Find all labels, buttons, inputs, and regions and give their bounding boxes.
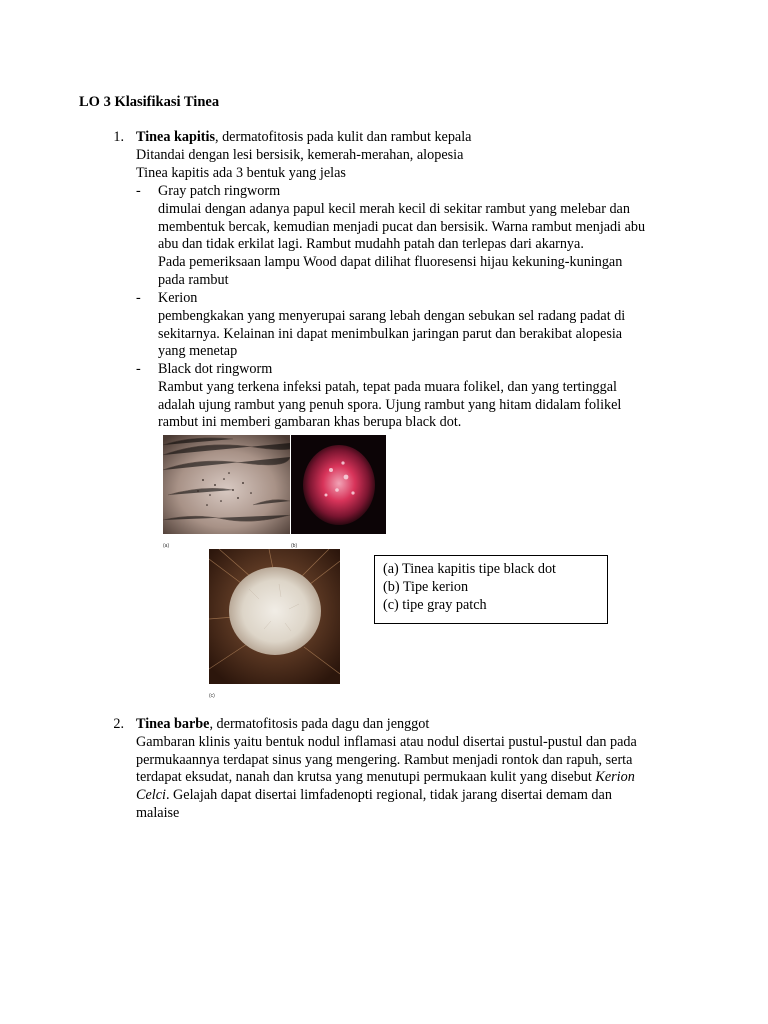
photo-black-dot-scalp bbox=[163, 435, 290, 534]
section1-line: Tinea kapitis ada 3 bentuk yang jelas bbox=[136, 164, 346, 181]
item-line: sekitarnya. Kelainan ini dapat menimbulkan jaringan parut dan berakibat alopesia bbox=[158, 325, 623, 342]
bullet-dash: - bbox=[136, 183, 141, 199]
bullet-dash: - bbox=[136, 361, 141, 377]
figure-label-c: (c) bbox=[209, 693, 215, 699]
term-celci: Celci bbox=[136, 787, 166, 804]
item-line: Pada pemeriksaan lampu Wood dapat dilihat fluoresensi hijau kekuning-kuningan bbox=[158, 254, 623, 271]
section1-title bbox=[136, 129, 471, 147]
item-line: pada rambut bbox=[158, 271, 229, 288]
section2-line: permukaannya terdapat sinus yang mengering. Rambut menjadi rontok dan rapuh, serta bbox=[136, 751, 633, 768]
item-title: Black dot ringworm bbox=[158, 361, 273, 377]
page-heading: LO 3 Klasifikasi Tinea bbox=[79, 94, 220, 110]
item-title: Gray patch ringworm bbox=[158, 183, 281, 199]
item-line: dimulai dengan adanya papul kecil merah kecil di sekitar rambut yang melebar dan bbox=[158, 200, 630, 217]
term-tinea-barbe: Tinea barbe bbox=[136, 716, 210, 732]
section1-title-rest: , dermatofitosis pada kulit dan rambut kepala bbox=[214, 129, 472, 145]
item-gray-patch bbox=[158, 183, 645, 290]
figure-caption-box bbox=[374, 555, 608, 624]
list-number-2: 2. bbox=[113, 716, 124, 732]
list-number-1: 1. bbox=[113, 129, 124, 145]
section2-title-rest: , dermatofitosis pada dagu dan jenggot bbox=[209, 716, 430, 732]
figure-label-b: (b) bbox=[291, 543, 298, 549]
caption-line: (c) tipe gray patch bbox=[383, 596, 487, 613]
section-tinea-kapitis bbox=[136, 129, 471, 182]
item-line: rambut ini memberi gambaran khas berupa black dot. bbox=[158, 414, 462, 431]
section2-title bbox=[136, 716, 637, 734]
term-tinea-kapitis: Tinea kapitis bbox=[136, 129, 215, 145]
item-black-dot bbox=[158, 361, 621, 432]
caption-line: (b) Tipe kerion bbox=[383, 578, 469, 595]
item-line: yang menetap bbox=[158, 343, 238, 360]
section2-line4-text: . Gelajah dapat disertai limfadenopti regional, tidak jarang disertai demam dan bbox=[165, 787, 612, 804]
item-title: Kerion bbox=[158, 290, 198, 306]
photo-gray-patch bbox=[209, 549, 340, 684]
term-kerion: Kerion bbox=[595, 769, 635, 786]
item-kerion bbox=[158, 290, 625, 361]
caption-line: (a) Tinea kapitis tipe black dot bbox=[383, 561, 556, 577]
item-line: adalah ujung rambut yang penuh spora. Ujung rambut yang hitam didalam folikel bbox=[158, 396, 622, 413]
section2-line: Gambaran klinis yaitu bentuk nodul inflamasi atau nodul disertai pustul-pustul dan pada bbox=[136, 733, 637, 750]
item-line: abu dan tidak erkilat lagi. Rambut mudahh patah dan terlepas dari akarnya. bbox=[158, 236, 584, 253]
item-line: pembengkakan yang menyerupai sarang lebah dengan sebukan sel radang padat di bbox=[158, 307, 626, 324]
photo-kerion bbox=[291, 435, 386, 534]
bullet-dash: - bbox=[136, 290, 141, 306]
section2-line: malaise bbox=[136, 804, 180, 821]
section2-line bbox=[136, 787, 637, 805]
section1-line: Ditandai dengan lesi bersisik, kemerah-merahan, alopesia bbox=[136, 146, 464, 163]
section2-line3-text: terdapat eksudat, nanah dan krutsa yang menutupi permukaan kulit yang disebut bbox=[136, 769, 596, 786]
item-line: Rambut yang terkena infeksi patah, tepat pada muara folikel, dan yang tertinggal bbox=[158, 378, 617, 395]
section2-line bbox=[136, 769, 637, 787]
section-tinea-barbe bbox=[136, 716, 637, 823]
item-line: membentuk bercak, kemudian menjadi pucat dan bersisik. Warna rambut menjadi abu bbox=[158, 218, 646, 235]
figure-label-a: (a) bbox=[163, 543, 170, 549]
